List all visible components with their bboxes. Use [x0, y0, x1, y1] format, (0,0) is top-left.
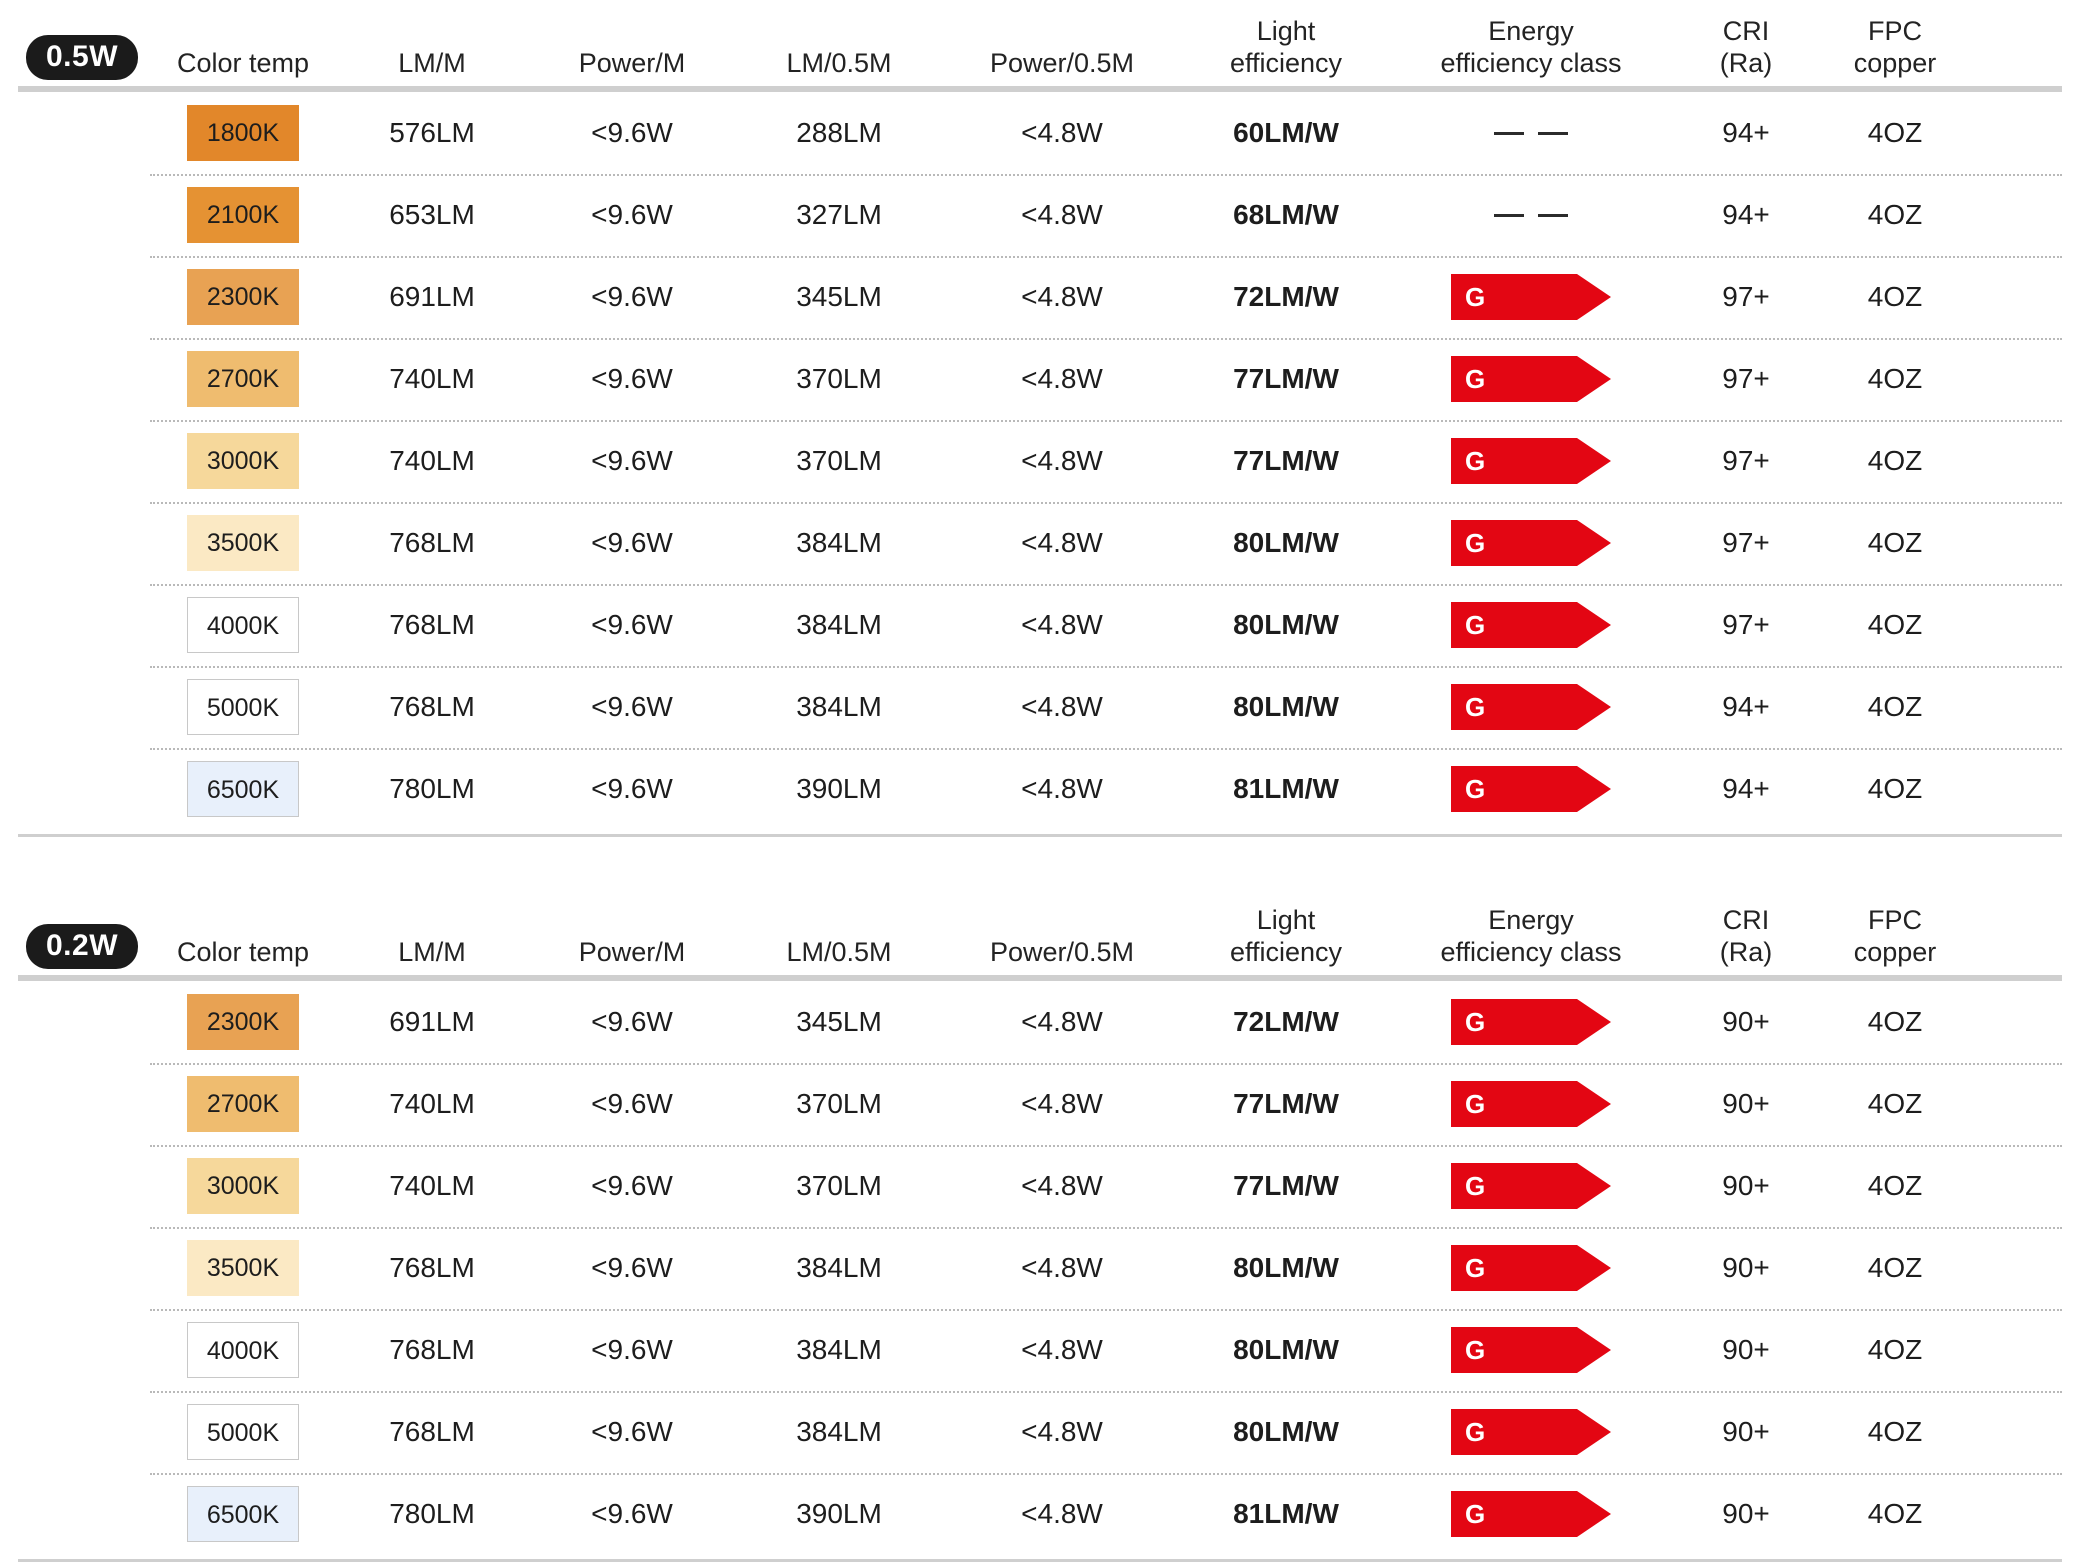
energy-efficiency-cell	[1390, 356, 1672, 402]
lm-per-half-m-value: 345LM	[796, 281, 882, 312]
header-lm-per-half-m	[736, 937, 942, 969]
color-temp-chip: 4000K	[187, 1322, 299, 1378]
energy-class-letter: G	[1465, 281, 1486, 312]
color-temp-chip: 6500K	[187, 761, 299, 817]
energy-label-arrow-icon	[1451, 1409, 1611, 1455]
lm-per-m-value: 768LM	[389, 1416, 475, 1447]
color-temp-chip: 3500K	[187, 515, 299, 571]
power-badge-cell	[18, 924, 150, 970]
header-energy-efficiency-class-line: efficiency class	[1440, 937, 1622, 968]
energy-label-tip	[1577, 999, 1611, 1045]
lm-per-m-value: 653LM	[389, 199, 475, 230]
cri-value: 94+	[1722, 117, 1770, 148]
power-per-m-value: <9.6W	[591, 609, 673, 640]
color-temp-chip: 2300K	[187, 269, 299, 325]
header-cri-line: CRI	[1722, 905, 1770, 936]
power-per-m-value: <9.6W	[591, 117, 673, 148]
header-fpc-copper-line: copper	[1853, 48, 1937, 79]
power-per-m-value: <9.6W	[591, 1252, 673, 1283]
fpc-copper-value: 4OZ	[1867, 1252, 1923, 1283]
lm-per-m-value: 576LM	[389, 117, 475, 148]
table-row	[18, 1391, 2062, 1473]
lm-per-half-m-value: 327LM	[796, 199, 882, 230]
cri-value: 90+	[1722, 1006, 1770, 1037]
energy-label-body	[1451, 1491, 1577, 1537]
color-temp-cell	[150, 1486, 336, 1542]
energy-label-body	[1451, 520, 1577, 566]
header-lm-per-half-m	[736, 48, 942, 80]
header-power-per-m	[528, 48, 736, 80]
energy-label-arrow-icon	[1451, 684, 1611, 730]
color-temp-cell	[150, 597, 336, 653]
table-row	[18, 256, 2062, 338]
energy-class-letter: G	[1465, 773, 1486, 804]
light-efficiency-value: 60LM/W	[1233, 117, 1339, 148]
energy-label-body	[1451, 684, 1577, 730]
lm-per-half-m-value: 345LM	[796, 1006, 882, 1037]
fpc-copper-value: 4OZ	[1867, 609, 1923, 640]
cri-value: 94+	[1722, 691, 1770, 722]
table-row	[18, 748, 2062, 830]
header-color-temp-line: Color temp	[176, 937, 310, 968]
header-energy-efficiency-class	[1390, 905, 1672, 969]
energy-class-letter: G	[1465, 445, 1486, 476]
energy-class-letter: G	[1465, 1006, 1486, 1037]
energy-label-arrow-icon	[1451, 766, 1611, 812]
energy-label-tip	[1577, 1163, 1611, 1209]
table-row	[18, 981, 2062, 1063]
power-per-m-value: <9.6W	[591, 773, 673, 804]
energy-efficiency-cell	[1390, 1081, 1672, 1127]
color-temp-chip: 6500K	[187, 1486, 299, 1542]
light-efficiency-value: 80LM/W	[1233, 1416, 1339, 1447]
header-lm-per-m	[336, 937, 528, 969]
header-light-efficiency-line: efficiency	[1229, 48, 1343, 79]
header-lm-per-m-line: LM/M	[398, 48, 466, 79]
color-temp-chip: 2300K	[187, 994, 299, 1050]
energy-label-body	[1451, 766, 1577, 812]
power-per-half-m-value: <4.8W	[1021, 1088, 1103, 1119]
energy-label-body	[1451, 438, 1577, 484]
lm-per-half-m-value: 288LM	[796, 117, 882, 148]
energy-efficiency-cell	[1390, 132, 1672, 135]
energy-label-arrow-icon	[1451, 274, 1611, 320]
color-temp-chip: 2700K	[187, 351, 299, 407]
power-badge-cell	[18, 35, 150, 81]
lm-per-half-m-value: 390LM	[796, 1498, 882, 1529]
light-efficiency-value: 72LM/W	[1233, 1006, 1339, 1037]
fpc-copper-value: 4OZ	[1867, 281, 1923, 312]
color-temp-cell	[150, 433, 336, 489]
table-row	[18, 1227, 2062, 1309]
block-separator	[18, 843, 2062, 889]
cri-value: 90+	[1722, 1088, 1770, 1119]
power-per-half-m-value: <4.8W	[1021, 1498, 1103, 1529]
cri-value: 97+	[1722, 363, 1770, 394]
color-temp-chip: 5000K	[187, 1404, 299, 1460]
header-light-efficiency-line: efficiency	[1229, 937, 1343, 968]
power-per-half-m-value: <4.8W	[1021, 691, 1103, 722]
power-per-half-m-value: <4.8W	[1021, 609, 1103, 640]
energy-label-arrow-icon	[1451, 438, 1611, 484]
light-efficiency-value: 77LM/W	[1233, 363, 1339, 394]
header-light-efficiency-line: Light	[1256, 905, 1316, 936]
power-per-m-value: <9.6W	[591, 1006, 673, 1037]
lm-per-m-value: 691LM	[389, 1006, 475, 1037]
color-temp-cell	[150, 351, 336, 407]
color-temp-cell	[150, 994, 336, 1050]
table-header-row	[18, 0, 2062, 84]
energy-efficiency-cell	[1390, 1245, 1672, 1291]
light-efficiency-value: 80LM/W	[1233, 1334, 1339, 1365]
dash-segment	[1494, 132, 1524, 135]
power-per-m-value: <9.6W	[591, 1088, 673, 1119]
table-row	[18, 92, 2062, 174]
power-per-m-value: <9.6W	[591, 1416, 673, 1447]
power-per-m-value: <9.6W	[591, 1334, 673, 1365]
light-efficiency-value: 80LM/W	[1233, 609, 1339, 640]
lm-per-m-value: 691LM	[389, 281, 475, 312]
energy-efficiency-cell	[1390, 1491, 1672, 1537]
energy-label-arrow-icon	[1451, 1491, 1611, 1537]
lm-per-m-value: 740LM	[389, 363, 475, 394]
header-color-temp	[150, 48, 336, 80]
lm-per-m-value: 740LM	[389, 1170, 475, 1201]
lm-per-half-m-value: 370LM	[796, 1088, 882, 1119]
fpc-copper-value: 4OZ	[1867, 1498, 1923, 1529]
header-lm-per-m-line: LM/M	[398, 937, 466, 968]
color-temp-chip: 3000K	[187, 1158, 299, 1214]
header-cri	[1672, 905, 1820, 969]
color-temp-cell	[150, 1322, 336, 1378]
energy-efficiency-cell	[1390, 214, 1672, 217]
color-temp-chip: 5000K	[187, 679, 299, 735]
header-power-per-half-m	[942, 937, 1182, 969]
lm-per-half-m-value: 390LM	[796, 773, 882, 804]
lm-per-m-value: 768LM	[389, 691, 475, 722]
energy-label-tip	[1577, 1491, 1611, 1537]
power-per-half-m-value: <4.8W	[1021, 1252, 1103, 1283]
lm-per-half-m-value: 384LM	[796, 609, 882, 640]
cri-value: 97+	[1722, 281, 1770, 312]
energy-label-tip	[1577, 602, 1611, 648]
power-per-half-m-value: <4.8W	[1021, 1416, 1103, 1447]
power-per-half-m-value: <4.8W	[1021, 199, 1103, 230]
energy-label-body	[1451, 356, 1577, 402]
table-row	[18, 1145, 2062, 1227]
spec-blocks-container	[18, 0, 2062, 1562]
energy-label-arrow-icon	[1451, 1245, 1611, 1291]
energy-class-letter: G	[1465, 1334, 1486, 1365]
fpc-copper-value: 4OZ	[1867, 1416, 1923, 1447]
lm-per-half-m-value: 370LM	[796, 1170, 882, 1201]
color-temp-chip: 3000K	[187, 433, 299, 489]
fpc-copper-value: 4OZ	[1867, 691, 1923, 722]
lm-per-m-value: 740LM	[389, 1088, 475, 1119]
energy-label-tip	[1577, 274, 1611, 320]
header-color-temp	[150, 937, 336, 969]
power-badge: 0.2W	[26, 924, 138, 970]
energy-class-letter: G	[1465, 1498, 1486, 1529]
color-temp-chip: 2100K	[187, 187, 299, 243]
fpc-copper-value: 4OZ	[1867, 1006, 1923, 1037]
energy-efficiency-cell	[1390, 1409, 1672, 1455]
table-row	[18, 338, 2062, 420]
header-lm-per-m	[336, 48, 528, 80]
energy-class-letter: G	[1465, 1252, 1486, 1283]
table-row	[18, 666, 2062, 748]
light-efficiency-value: 80LM/W	[1233, 691, 1339, 722]
energy-label-arrow-icon	[1451, 602, 1611, 648]
power-per-m-value: <9.6W	[591, 363, 673, 394]
header-light-efficiency	[1182, 16, 1390, 80]
light-efficiency-value: 68LM/W	[1233, 199, 1339, 230]
energy-label-body	[1451, 1409, 1577, 1455]
spec-table-0.5w	[18, 0, 2062, 837]
light-efficiency-value: 77LM/W	[1233, 1088, 1339, 1119]
fpc-copper-value: 4OZ	[1867, 445, 1923, 476]
lm-per-half-m-value: 370LM	[796, 363, 882, 394]
power-per-m-value: <9.6W	[591, 445, 673, 476]
energy-class-letter: G	[1465, 609, 1486, 640]
header-lm-per-half-m-line: LM/0.5M	[786, 48, 892, 79]
header-power-per-half-m	[942, 48, 1182, 80]
color-temp-cell	[150, 1404, 336, 1460]
power-per-half-m-value: <4.8W	[1021, 527, 1103, 558]
light-efficiency-value: 77LM/W	[1233, 445, 1339, 476]
light-efficiency-value: 81LM/W	[1233, 773, 1339, 804]
color-temp-cell	[150, 1240, 336, 1296]
energy-efficiency-cell	[1390, 999, 1672, 1045]
energy-label-body	[1451, 1327, 1577, 1373]
dash-segment	[1538, 214, 1568, 217]
power-per-half-m-value: <4.8W	[1021, 1170, 1103, 1201]
header-cri	[1672, 16, 1820, 80]
energy-label-arrow-icon	[1451, 999, 1611, 1045]
header-color-temp-line: Color temp	[176, 48, 310, 79]
lm-per-m-value: 780LM	[389, 1498, 475, 1529]
energy-label-arrow-icon	[1451, 1163, 1611, 1209]
spec-table-0.2w	[18, 889, 2062, 1562]
header-light-efficiency	[1182, 905, 1390, 969]
energy-label-body	[1451, 1163, 1577, 1209]
energy-class-letter: G	[1465, 1088, 1486, 1119]
lm-per-half-m-value: 370LM	[796, 445, 882, 476]
header-fpc-copper-line: copper	[1853, 937, 1937, 968]
fpc-copper-value: 4OZ	[1867, 363, 1923, 394]
lm-per-half-m-value: 384LM	[796, 527, 882, 558]
energy-class-letter: G	[1465, 1416, 1486, 1447]
cri-value: 90+	[1722, 1252, 1770, 1283]
power-per-half-m-value: <4.8W	[1021, 363, 1103, 394]
lm-per-m-value: 768LM	[389, 609, 475, 640]
energy-class-letter: G	[1465, 527, 1486, 558]
cri-value: 90+	[1722, 1416, 1770, 1447]
energy-efficiency-cell	[1390, 766, 1672, 812]
lm-per-half-m-value: 384LM	[796, 691, 882, 722]
power-per-m-value: <9.6W	[591, 281, 673, 312]
cri-value: 90+	[1722, 1170, 1770, 1201]
header-fpc-copper	[1820, 905, 1970, 969]
not-applicable-dash-icon	[1494, 132, 1568, 135]
cri-value: 97+	[1722, 445, 1770, 476]
energy-label-tip	[1577, 684, 1611, 730]
header-cri-line: CRI	[1722, 16, 1770, 47]
cri-value: 90+	[1722, 1498, 1770, 1529]
color-temp-cell	[150, 105, 336, 161]
energy-efficiency-cell	[1390, 438, 1672, 484]
power-per-half-m-value: <4.8W	[1021, 1006, 1103, 1037]
energy-efficiency-cell	[1390, 684, 1672, 730]
lm-per-half-m-value: 384LM	[796, 1334, 882, 1365]
energy-efficiency-cell	[1390, 520, 1672, 566]
light-efficiency-value: 81LM/W	[1233, 1498, 1339, 1529]
fpc-copper-value: 4OZ	[1867, 117, 1923, 148]
light-efficiency-value: 72LM/W	[1233, 281, 1339, 312]
energy-label-arrow-icon	[1451, 1081, 1611, 1127]
power-per-half-m-value: <4.8W	[1021, 1334, 1103, 1365]
header-light-efficiency-line: Light	[1256, 16, 1316, 47]
energy-efficiency-cell	[1390, 1327, 1672, 1373]
energy-class-letter: G	[1465, 363, 1486, 394]
color-temp-cell	[150, 761, 336, 817]
energy-label-tip	[1577, 1327, 1611, 1373]
header-power-per-half-m-line: Power/0.5M	[989, 48, 1135, 79]
energy-efficiency-cell	[1390, 1163, 1672, 1209]
lm-per-m-value: 768LM	[389, 527, 475, 558]
light-efficiency-value: 80LM/W	[1233, 527, 1339, 558]
header-energy-efficiency-class	[1390, 16, 1672, 80]
energy-label-tip	[1577, 356, 1611, 402]
power-per-half-m-value: <4.8W	[1021, 281, 1103, 312]
header-power-per-m-line: Power/M	[578, 937, 686, 968]
color-temp-chip: 1800K	[187, 105, 299, 161]
lm-per-half-m-value: 384LM	[796, 1416, 882, 1447]
color-temp-cell	[150, 1158, 336, 1214]
power-per-m-value: <9.6W	[591, 199, 673, 230]
cri-value: 94+	[1722, 199, 1770, 230]
fpc-copper-value: 4OZ	[1867, 199, 1923, 230]
power-per-m-value: <9.6W	[591, 1498, 673, 1529]
lm-per-half-m-value: 384LM	[796, 1252, 882, 1283]
dash-segment	[1538, 132, 1568, 135]
energy-label-arrow-icon	[1451, 356, 1611, 402]
table-row	[18, 420, 2062, 502]
energy-label-tip	[1577, 438, 1611, 484]
cri-value: 97+	[1722, 527, 1770, 558]
header-energy-efficiency-class-line: Energy	[1488, 905, 1574, 936]
energy-label-arrow-icon	[1451, 520, 1611, 566]
dash-segment	[1494, 214, 1524, 217]
energy-label-tip	[1577, 766, 1611, 812]
light-efficiency-value: 77LM/W	[1233, 1170, 1339, 1201]
color-temp-chip: 4000K	[187, 597, 299, 653]
light-efficiency-value: 80LM/W	[1233, 1252, 1339, 1283]
color-temp-cell	[150, 269, 336, 325]
table-header-row	[18, 889, 2062, 973]
table-row	[18, 502, 2062, 584]
fpc-copper-value: 4OZ	[1867, 1170, 1923, 1201]
fpc-copper-value: 4OZ	[1867, 527, 1923, 558]
lm-per-m-value: 780LM	[389, 773, 475, 804]
power-per-half-m-value: <4.8W	[1021, 773, 1103, 804]
color-temp-chip: 2700K	[187, 1076, 299, 1132]
fpc-copper-value: 4OZ	[1867, 1088, 1923, 1119]
energy-class-letter: G	[1465, 1170, 1486, 1201]
color-temp-cell	[150, 1076, 336, 1132]
power-per-m-value: <9.6W	[591, 527, 673, 558]
table-row	[18, 1309, 2062, 1391]
header-energy-efficiency-class-line: Energy	[1488, 16, 1574, 47]
power-per-m-value: <9.6W	[591, 1170, 673, 1201]
header-fpc-copper-line: FPC	[1868, 16, 1922, 47]
table-row	[18, 1063, 2062, 1145]
energy-label-tip	[1577, 1081, 1611, 1127]
energy-label-body	[1451, 1245, 1577, 1291]
header-cri-line: (Ra)	[1719, 937, 1773, 968]
table-row	[18, 584, 2062, 666]
energy-label-tip	[1577, 1409, 1611, 1455]
color-temp-cell	[150, 187, 336, 243]
header-power-per-m	[528, 937, 736, 969]
energy-efficiency-cell	[1390, 602, 1672, 648]
lm-per-m-value: 740LM	[389, 445, 475, 476]
color-temp-cell	[150, 679, 336, 735]
energy-efficiency-cell	[1390, 274, 1672, 320]
cri-value: 97+	[1722, 609, 1770, 640]
header-cri-line: (Ra)	[1719, 48, 1773, 79]
power-per-m-value: <9.6W	[591, 691, 673, 722]
energy-label-tip	[1577, 520, 1611, 566]
fpc-copper-value: 4OZ	[1867, 773, 1923, 804]
lm-per-m-value: 768LM	[389, 1334, 475, 1365]
fpc-copper-value: 4OZ	[1867, 1334, 1923, 1365]
color-temp-cell	[150, 515, 336, 571]
cri-value: 94+	[1722, 773, 1770, 804]
cri-value: 90+	[1722, 1334, 1770, 1365]
power-badge: 0.5W	[26, 35, 138, 81]
header-fpc-copper	[1820, 16, 1970, 80]
color-temp-chip: 3500K	[187, 1240, 299, 1296]
energy-label-arrow-icon	[1451, 1327, 1611, 1373]
table-row	[18, 174, 2062, 256]
energy-label-body	[1451, 274, 1577, 320]
lm-per-m-value: 768LM	[389, 1252, 475, 1283]
table-bottom-rule	[18, 834, 2062, 837]
power-per-half-m-value: <4.8W	[1021, 117, 1103, 148]
energy-label-body	[1451, 1081, 1577, 1127]
energy-label-body	[1451, 999, 1577, 1045]
header-power-per-half-m-line: Power/0.5M	[989, 937, 1135, 968]
not-applicable-dash-icon	[1494, 214, 1568, 217]
energy-label-body	[1451, 602, 1577, 648]
power-per-half-m-value: <4.8W	[1021, 445, 1103, 476]
energy-class-letter: G	[1465, 691, 1486, 722]
energy-label-tip	[1577, 1245, 1611, 1291]
header-lm-per-half-m-line: LM/0.5M	[786, 937, 892, 968]
header-power-per-m-line: Power/M	[578, 48, 686, 79]
header-energy-efficiency-class-line: efficiency class	[1440, 48, 1622, 79]
table-row	[18, 1473, 2062, 1555]
header-fpc-copper-line: FPC	[1868, 905, 1922, 936]
